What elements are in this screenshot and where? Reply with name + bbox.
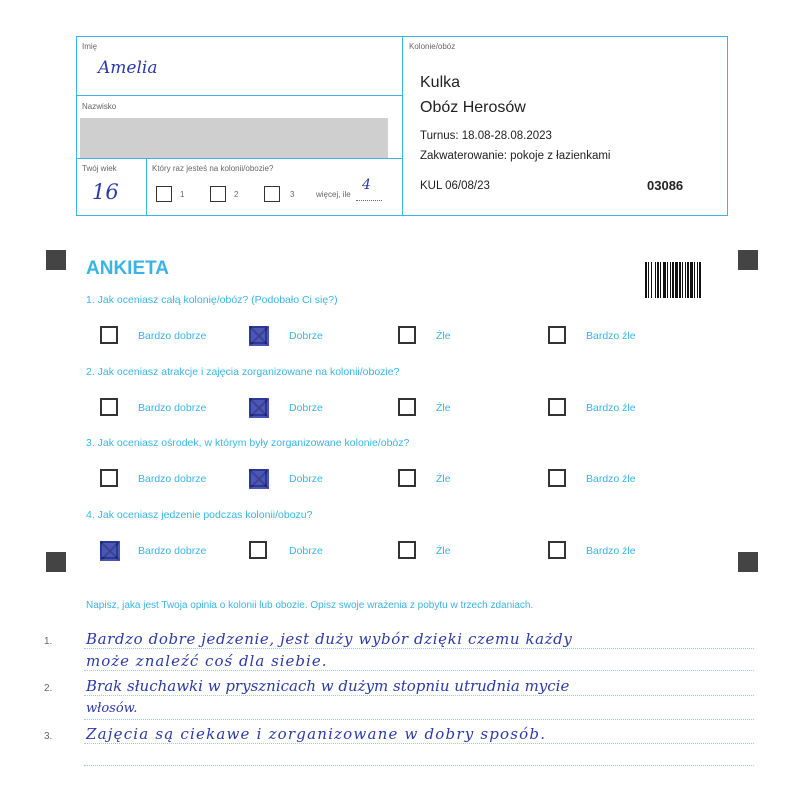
barcode-bar xyxy=(657,262,659,298)
rating-checkbox[interactable] xyxy=(100,469,118,487)
writing-line xyxy=(84,765,754,766)
rating-checkbox[interactable] xyxy=(548,326,566,344)
rating-checkbox[interactable] xyxy=(548,541,566,559)
registration-marker xyxy=(46,250,66,270)
line-number: 3. xyxy=(44,731,53,742)
registration-marker xyxy=(738,250,758,270)
barcode xyxy=(645,262,701,298)
rating-option-label: Dobrze xyxy=(289,473,323,485)
rating-checkbox[interactable] xyxy=(249,398,267,416)
barcode-bar xyxy=(694,262,695,298)
rating-option-label: Dobrze xyxy=(289,330,323,342)
divider xyxy=(76,158,403,159)
camp-code: KUL 06/08/23 xyxy=(420,180,490,192)
rating-option-label: Źle xyxy=(436,402,451,414)
camp-name: Kulka xyxy=(420,74,461,91)
answer-line[interactable]: może znaleźć coś dla siebie. xyxy=(86,652,328,670)
barcode-bar xyxy=(699,262,701,298)
rating-checkbox[interactable] xyxy=(398,398,416,416)
registration-marker xyxy=(738,552,758,572)
check-mark-icon xyxy=(100,541,120,561)
barcode-bar xyxy=(670,262,671,298)
barcode-bar xyxy=(690,262,693,298)
barcode-bar xyxy=(687,262,689,298)
line-number: 2. xyxy=(44,683,53,694)
rating-option-label: Bardzo dobrze xyxy=(138,330,207,342)
barcode-bar xyxy=(645,262,647,298)
rating-option-label: Bardzo źle xyxy=(586,545,636,557)
rating-option-label: Bardzo dobrze xyxy=(138,402,207,414)
surname-redacted xyxy=(80,118,388,158)
times-checkbox-1[interactable] xyxy=(156,186,172,202)
more-dotline xyxy=(356,200,382,201)
rating-checkbox[interactable] xyxy=(100,398,118,416)
rating-checkbox[interactable] xyxy=(398,541,416,559)
answer-line[interactable]: Brak słuchawki w prysznicach w dużym stopniu utrudnia mycie xyxy=(86,677,570,695)
rating-option-label: Dobrze xyxy=(289,545,323,557)
rating-option-label: Źle xyxy=(436,330,451,342)
camp-subtitle: Obóz Herosów xyxy=(420,99,526,116)
line-number: 1. xyxy=(44,636,53,647)
rating-checkbox[interactable] xyxy=(249,326,267,344)
divider xyxy=(146,158,147,216)
turnus-text: Turnus: 18.08-28.08.2023 xyxy=(420,130,552,142)
barcode-bar xyxy=(663,262,666,298)
barcode-bar xyxy=(651,262,652,298)
age-value[interactable]: 16 xyxy=(92,180,119,204)
divider xyxy=(76,95,403,96)
camp-label: Kolonie/obóz xyxy=(409,42,456,51)
question-text: 3. Jak oceniasz ośrodek, w którym były zorganizowane kolonie/obóz? xyxy=(86,437,410,449)
name-label: Imię xyxy=(82,42,98,51)
barcode-bar xyxy=(655,262,656,298)
answer-line[interactable]: włosów. xyxy=(86,701,138,716)
survey-title: ANKIETA xyxy=(86,258,170,279)
barcode-bar xyxy=(697,262,698,298)
question-text: 4. Jak oceniasz jedzenie podczas kolonii/obozu? xyxy=(86,509,313,521)
age-label: Twój wiek xyxy=(82,164,117,173)
more-label: więcej, ile xyxy=(316,190,351,199)
writing-line xyxy=(84,648,754,649)
name-value[interactable]: Amelia xyxy=(98,58,158,78)
writing-line xyxy=(84,670,754,671)
rating-checkbox[interactable] xyxy=(398,326,416,344)
accommodation-text: Zakwaterowanie: pokoje z łazienkami xyxy=(420,150,611,162)
rating-option-label: Bardzo źle xyxy=(586,330,636,342)
rating-option-label: Bardzo dobrze xyxy=(138,473,207,485)
writing-line xyxy=(84,719,754,720)
question-text: 1. Jak oceniasz całą kolonię/obóz? (Podobało Ci się?) xyxy=(86,294,338,306)
check-mark-icon xyxy=(249,398,269,418)
rating-option-label: Źle xyxy=(436,545,451,557)
rating-option-label: Dobrze xyxy=(289,402,323,414)
times-option-label: 1 xyxy=(180,190,185,199)
rating-option-label: Bardzo źle xyxy=(586,473,636,485)
check-mark-icon xyxy=(249,326,269,346)
times-label: Który raz jesteś na kolonii/obozie? xyxy=(152,164,274,173)
answer-line[interactable]: Zajęcia są ciekawe i zorganizowane w dobry sposób. xyxy=(86,725,547,743)
opinion-prompt: Napisz, jaka jest Twoja opinia o kolonii lub obozie. Opisz swoje wrażenia z pobytu w trzech zdaniach. xyxy=(86,600,534,611)
barcode-bar xyxy=(660,262,661,298)
barcode-bar xyxy=(648,262,649,298)
surname-label: Nazwisko xyxy=(82,102,117,111)
times-option-label: 3 xyxy=(290,190,295,199)
rating-option-label: Źle xyxy=(436,473,451,485)
rating-checkbox[interactable] xyxy=(249,541,267,559)
barcode-bar xyxy=(682,262,683,298)
answer-line[interactable]: Bardzo dobre jedzenie, jest duży wybór dzięki czemu każdy xyxy=(86,630,573,648)
rating-option-label: Bardzo dobrze xyxy=(138,545,207,557)
barcode-bar xyxy=(685,262,686,298)
writing-line xyxy=(84,695,754,696)
barcode-bar xyxy=(672,262,674,298)
barcode-bar xyxy=(679,262,681,298)
rating-checkbox[interactable] xyxy=(100,541,118,559)
times-checkbox-3[interactable] xyxy=(264,186,280,202)
form-number: 03086 xyxy=(647,178,684,193)
rating-checkbox[interactable] xyxy=(548,398,566,416)
rating-checkbox[interactable] xyxy=(548,469,566,487)
check-mark-icon xyxy=(249,469,269,489)
rating-checkbox[interactable] xyxy=(249,469,267,487)
times-checkbox-2[interactable] xyxy=(210,186,226,202)
registration-marker xyxy=(46,552,66,572)
barcode-bar xyxy=(667,262,668,298)
barcode-bar xyxy=(675,262,678,298)
rating-option-label: Bardzo źle xyxy=(586,402,636,414)
times-option-label: 2 xyxy=(234,190,239,199)
writing-line xyxy=(84,743,754,744)
more-value[interactable]: 4 xyxy=(362,177,371,193)
rating-checkbox[interactable] xyxy=(100,326,118,344)
question-text: 2. Jak oceniasz atrakcje i zajęcia zorganizowane na kolonii/obozie? xyxy=(86,366,400,378)
rating-checkbox[interactable] xyxy=(398,469,416,487)
